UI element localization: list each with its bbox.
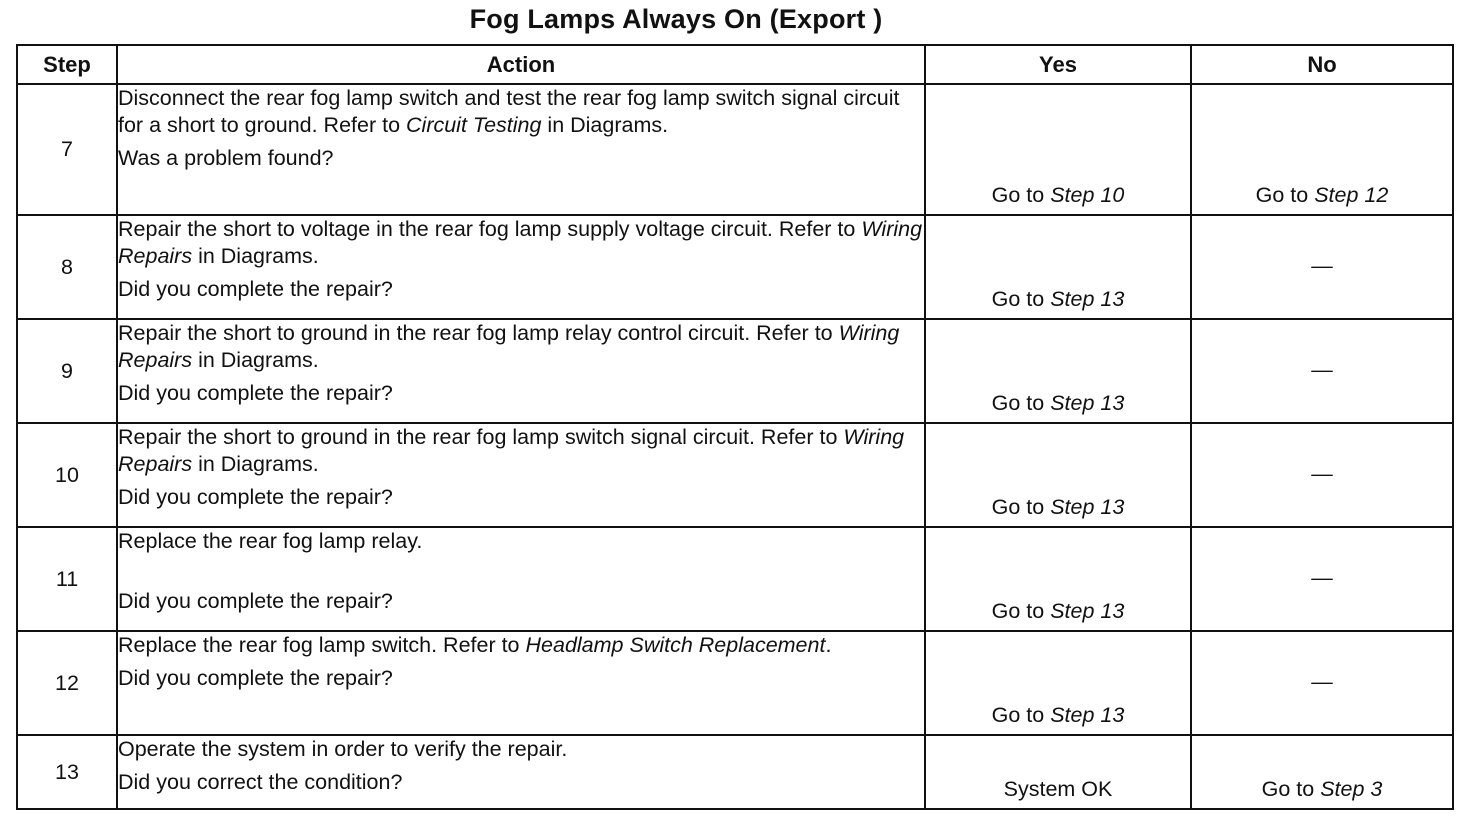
yes-cell [925,631,1191,735]
yes-answer: Go to Step 10 [991,183,1125,207]
no-cell [1191,423,1453,527]
action-cell [117,84,925,215]
no-cell [1191,215,1453,319]
table-row [17,319,1453,423]
header-step: Step [17,45,117,84]
yes-answer: Go to Step 13 [991,703,1125,727]
action-question: Did you complete the repair? [118,485,393,509]
no-answer-dash: — [1311,461,1333,486]
no-answer: Go to Step 3 [1261,777,1383,801]
table-body [17,84,1453,809]
no-cell [1191,527,1453,631]
no-cell [1191,631,1453,735]
action-cell [117,423,925,527]
yes-answer: Go to Step 13 [991,495,1125,519]
action-question: Did you complete the repair? [118,277,393,301]
yes-answer: Go to Step 13 [991,599,1125,623]
header-row [17,45,1453,84]
action-cell [117,215,925,319]
action-cell [117,527,925,631]
action-question: Did you complete the repair? [118,666,393,690]
step-number: 12 [17,631,117,735]
header-action: Action [117,45,925,84]
step-number: 11 [17,527,117,631]
action-text: Operate the system in order to verify the repair. [118,737,568,761]
action-text: Repair the short to voltage in the rear fog lamp supply voltage circuit. Refer to Wiring Repairs in Diagrams. [118,217,923,268]
action-cell [117,631,925,735]
step-number: 10 [17,423,117,527]
yes-cell [925,527,1191,631]
action-text: Replace the rear fog lamp relay. [118,529,423,553]
step-number: 7 [17,84,117,215]
table-row [17,527,1453,631]
action-question: Did you complete the repair? [118,381,393,405]
action-text: Replace the rear fog lamp switch. Refer to Headlamp Switch Replacement. [118,633,832,657]
yes-answer: Go to Step 13 [991,287,1125,311]
yes-answer: Go to Step 13 [991,391,1125,415]
action-question: Did you correct the condition? [118,770,403,794]
no-cell [1191,319,1453,423]
no-answer-dash: — [1311,669,1333,694]
step-number: 9 [17,319,117,423]
no-answer-dash: — [1311,357,1333,382]
action-text: Repair the short to ground in the rear fog lamp relay control circuit. Refer to Wiring Repairs in Diagrams. [118,321,900,372]
header-yes: Yes [925,45,1191,84]
table-row [17,84,1453,215]
table-row [17,423,1453,527]
no-answer: Go to Step 12 [1255,183,1389,207]
no-answer-dash: — [1311,253,1333,278]
no-cell [1191,84,1453,215]
action-question: Did you complete the repair? [118,589,393,613]
action-question: Was a problem found? [118,146,334,170]
yes-cell [925,215,1191,319]
no-cell [1191,735,1453,809]
yes-answer: System OK [1003,777,1113,801]
table-row [17,215,1453,319]
action-cell [117,735,925,809]
yes-cell [925,735,1191,809]
no-answer-dash: — [1311,565,1333,590]
document-title: Fog Lamps Always On (Export ) [469,4,883,34]
yes-cell [925,423,1191,527]
header-no: No [1191,45,1453,84]
yes-cell [925,319,1191,423]
action-cell [117,319,925,423]
step-number: 13 [17,735,117,809]
table-row [17,631,1453,735]
action-text: Disconnect the rear fog lamp switch and test the rear fog lamp switch signal circuit for a short to ground. Refer to Circuit Testing in Diagrams. [118,86,900,137]
yes-cell [925,84,1191,215]
action-text: Repair the short to ground in the rear fog lamp switch signal circuit. Refer to Wiring Repairs in Diagrams. [118,425,905,476]
step-number: 8 [17,215,117,319]
diagnostic-table [16,44,1454,810]
table-row [17,735,1453,809]
